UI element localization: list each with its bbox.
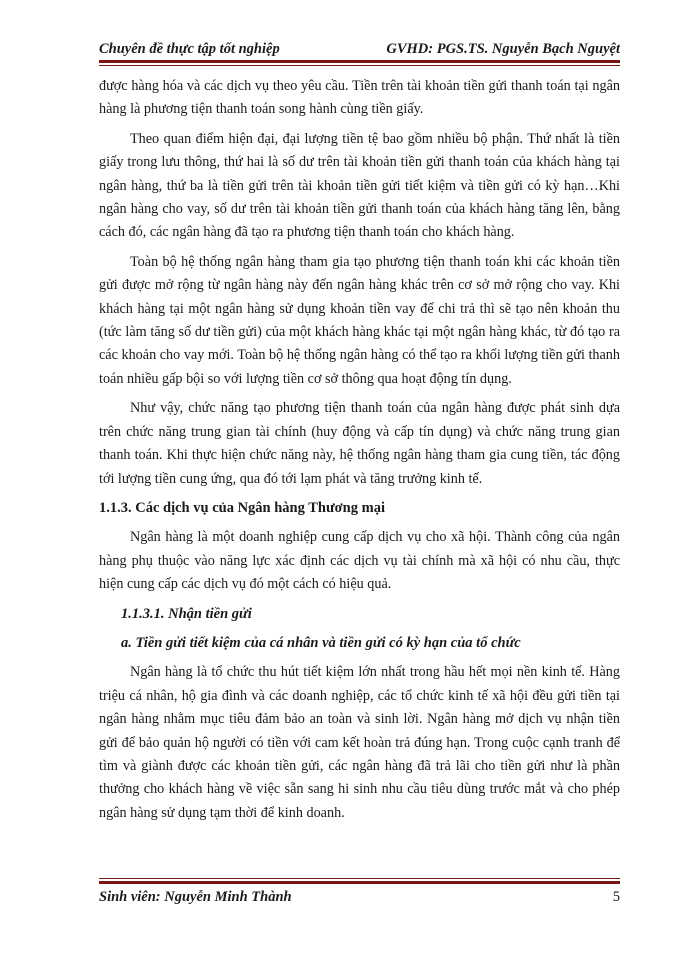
paragraph: Như vậy, chức năng tạo phương tiện thanh toán của ngân hàng được phát sinh dựa trên chức năng trung gian tài chính (huy động và cấp tín dụng) và chức năng trung gian thanh toán. Khi thực hiện chức năng này, hệ thống ngân hàng tham gia cung tiền, tác động tới lượng tiền cung ứng, qua đó tới lạm phát và tăng trưởng kinh tế. bbox=[99, 400, 620, 487]
paragraph: được hàng hóa và các dịch vụ theo yêu cầu. Tiền trên tài khoản tiền gửi thanh toán tại ngân hàng là phương tiện thanh toán song hành cùng tiền giấy. bbox=[99, 78, 620, 118]
header-advisor: GVHD: PGS.TS. Nguyễn Bạch Nguyệt bbox=[386, 41, 620, 57]
document-body bbox=[99, 75, 620, 831]
paragraph: Ngân hàng là một doanh nghiệp cung cấp dịch vụ cho xã hội. Thành công của ngân hàng phụ thuộc vào năng lực xác định các dịch vụ tài chính mà xã hội có nhu cầu, thực hiện cung cấp các dịch vụ đó một cách có hiệu quả. bbox=[99, 529, 620, 593]
footer-rule bbox=[99, 878, 620, 884]
page-header bbox=[99, 40, 620, 58]
subsubsection-heading: a. Tiền gửi tiết kiệm của cá nhân và tiền gửi có kỳ hạn của tổ chức bbox=[121, 634, 521, 651]
page-number: 5 bbox=[612, 889, 620, 905]
paragraph: Toàn bộ hệ thống ngân hàng tham gia tạo phương tiện thanh toán khi các khoản tiền gửi được mở rộng từ ngân hàng này đến ngân hàng khác trên cơ sở mở rộng cho vay. Khi khách hàng tại một ngân hàng sử dụng khoản tiền vay để chi trả thì sẽ tạo nên khoản thu (tức làm tăng số dư tiền gửi) của một khách hàng khác tại một ngân hàng khác, từ đó tạo ra các khoản cho vay mới. Toàn bộ hệ thống ngân hàng có thể tạo ra khối lượng tiền gửi thanh toán nhiều gấp bội so với lượng tiền cơ sở thông qua hoạt động tín dụng. bbox=[99, 253, 620, 387]
paragraph: Theo quan điểm hiện đại, đại lượng tiền tệ bao gồm nhiều bộ phận. Thứ nhất là tiền giấy trong lưu thông, thứ hai là số dư trên tài khoản tiền gửi thanh toán của khách hàng tại ngân hàng, thứ ba là tiền gửi trên tài khoản tiền gửi tiết kiệm và tiền gửi có kỳ hạn…Khi ngân hàng cho vay, số dư trên tài khoản tiền gửi thanh toán của khách hàng tăng lên, bằng cách đó, các ngân hàng đã tạo ra phương tiện thanh toán cho khách hàng. bbox=[99, 130, 620, 241]
footer-author: Sinh viên: Nguyễn Minh Thành bbox=[99, 889, 292, 905]
paragraph: Ngân hàng là tổ chức thu hút tiết kiệm lớn nhất trong hầu hết mọi nền kinh tế. Hàng triệu cá nhân, hộ gia đình và các doanh nghiệp, các tổ chức kinh tế xã hội đều gửi tiền tại ngân hàng nhằm mục tiêu đảm bảo an toàn và sinh lời. Ngân hàng mở dịch vụ nhận tiền gửi để bảo quản hộ người có tiền với cam kết hoàn trả đúng hạn. Trong cuộc cạnh tranh để tìm và giành được các khoản tiền gửi, các ngân hàng đã trả lãi cho tiền gửi như là phần thưởng cho khách hàng về việc sẵn sang hi sinh nhu cầu tiêu dùng trước mắt và cho phép ngân hàng sử dụng tạm thời để kinh doanh. bbox=[99, 664, 620, 821]
page-footer bbox=[99, 888, 620, 906]
section-heading: 1.1.3. Các dịch vụ của Ngân hàng Thương mại bbox=[99, 499, 385, 516]
header-rule bbox=[99, 60, 620, 66]
subsection-heading: 1.1.3.1. Nhận tiền gửi bbox=[121, 605, 252, 622]
header-title: Chuyên đề thực tập tốt nghiệp bbox=[99, 41, 280, 57]
